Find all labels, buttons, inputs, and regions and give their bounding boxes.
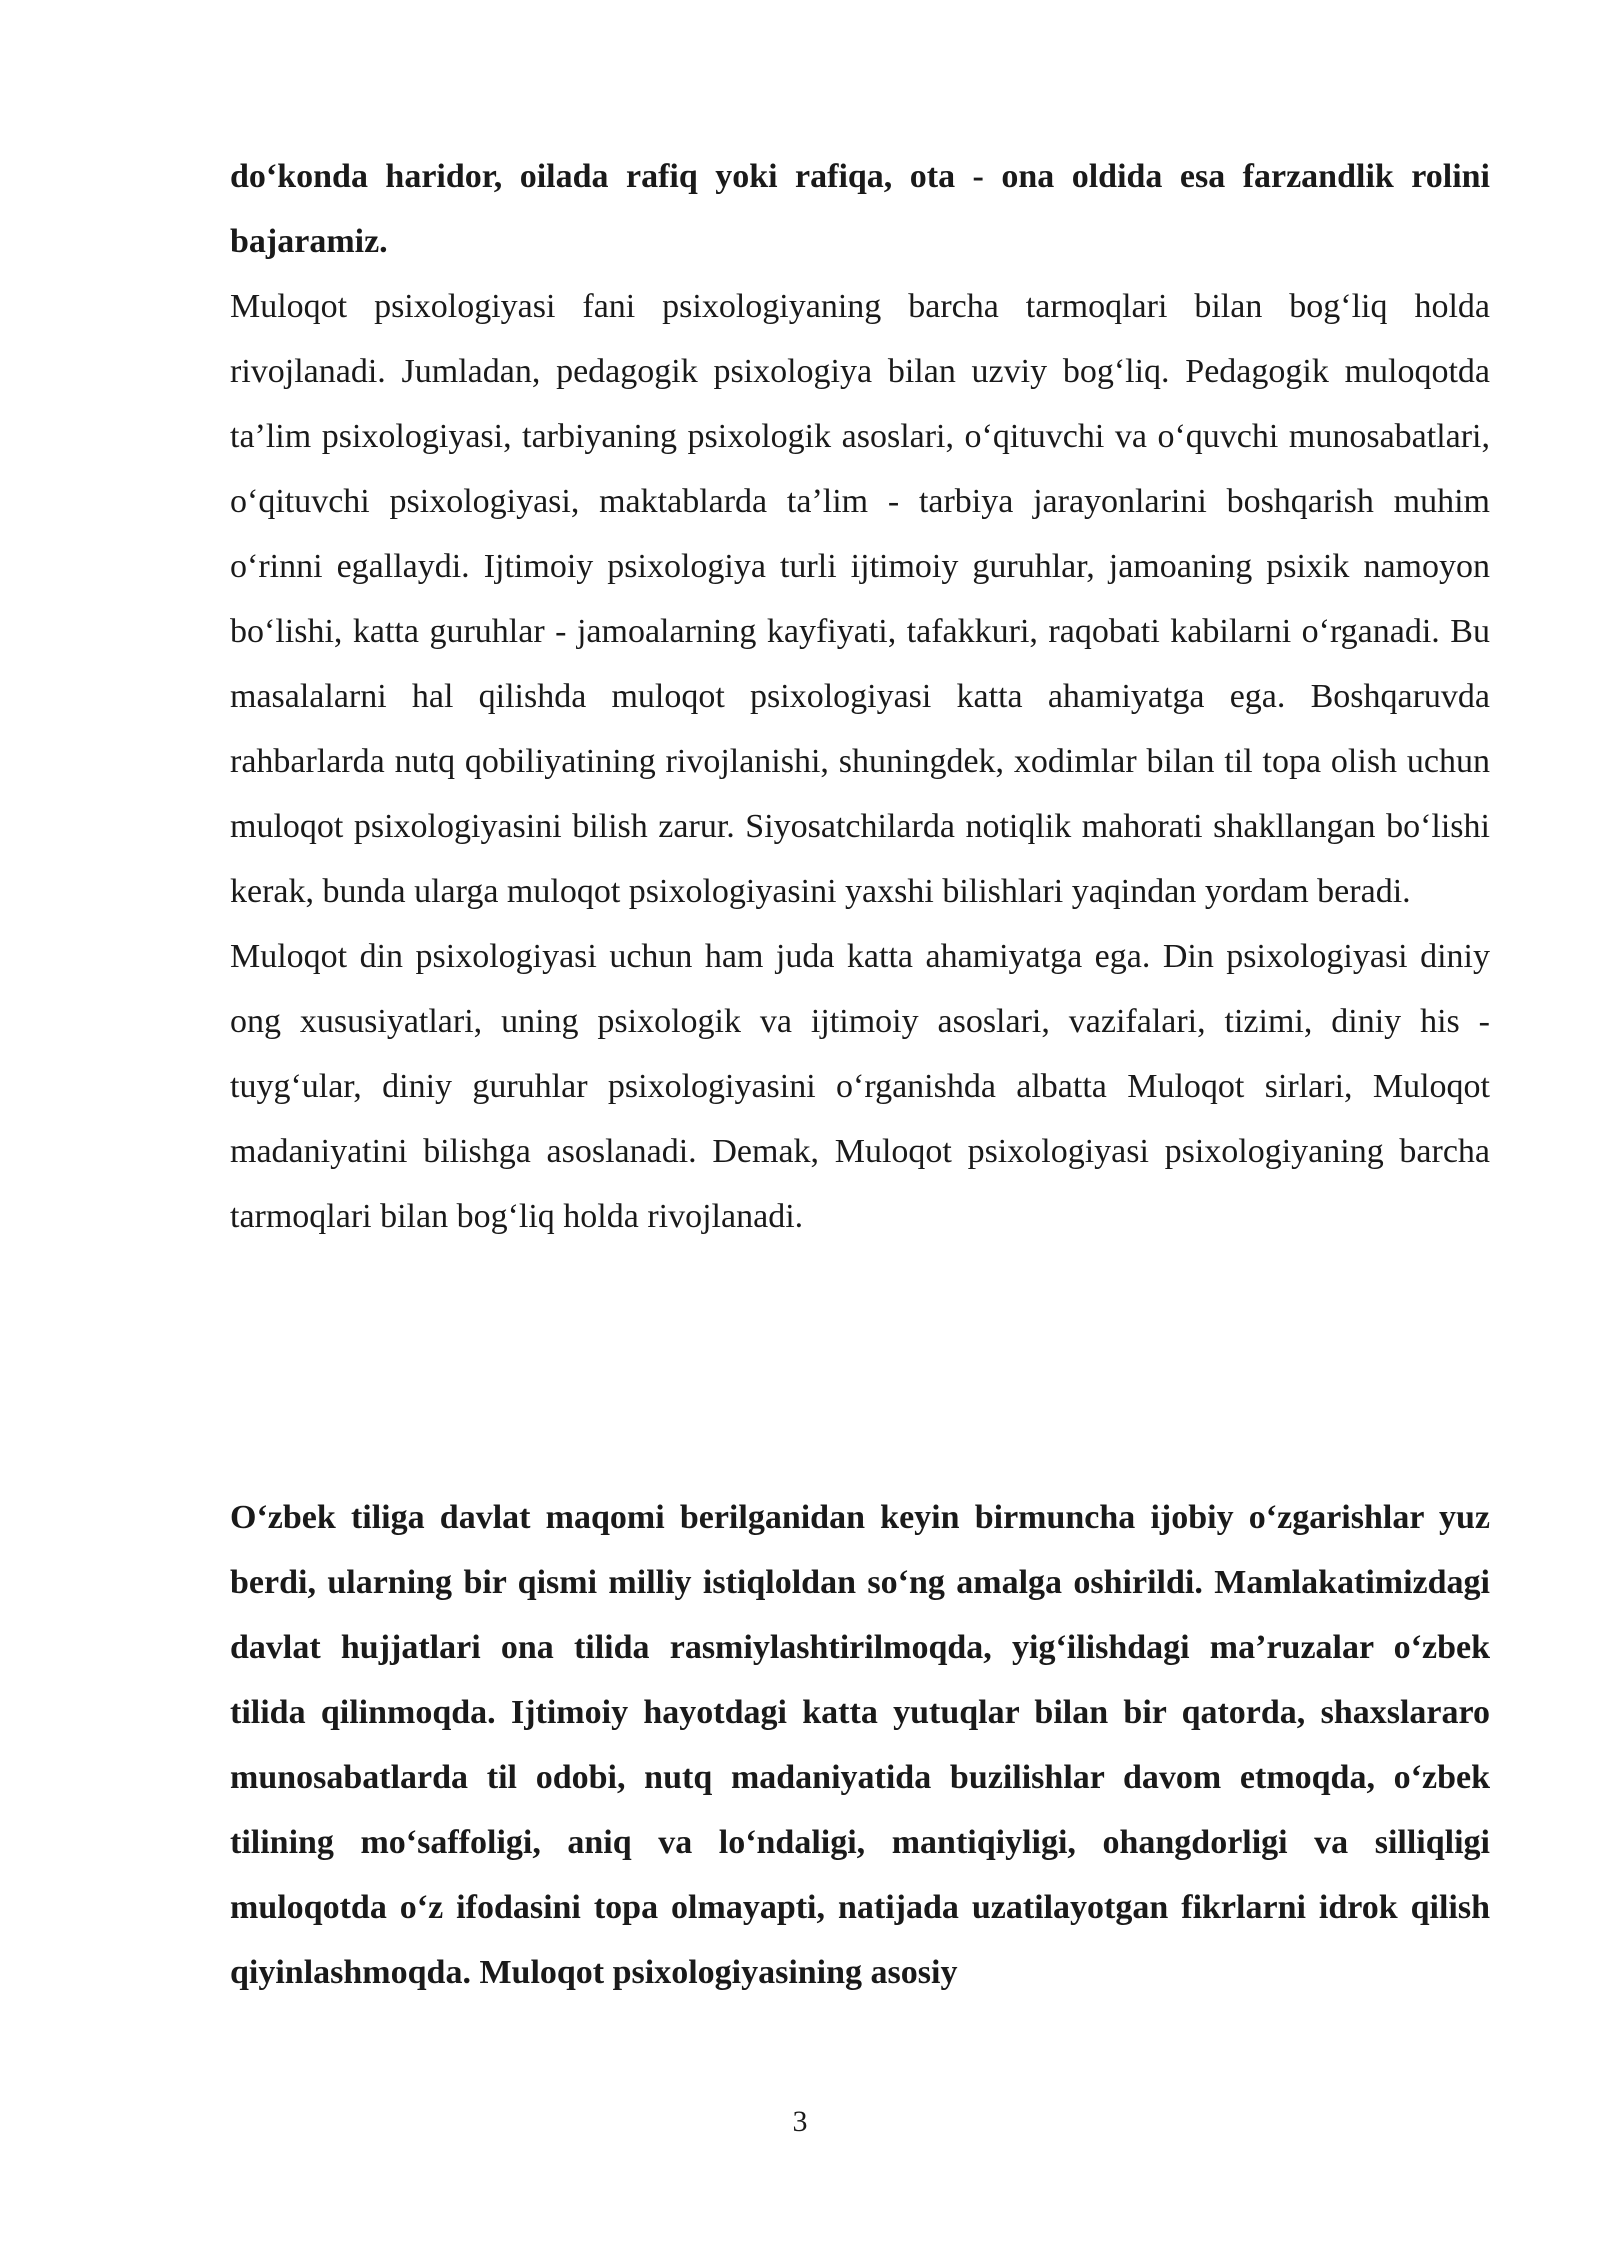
paragraph-state-language: Oʻzbek tiliga davlat maqomi berilganidan keyin birmuncha ijobiy oʻzgarishlar yuz berdi, ularning bir qismi milliy istiqloldan soʻng amalga oshirildi. Mamlakatimizdagi davlat hujjatlari ona tilida rasmiylashtirilmoqda, yigʻilishdagi maʼruzalar oʻzbek tilida qilinmoqda. Ijtimoiy hayotdagi katta yutuqlar bilan bir qatorda, shaxslararo munosabatlarda til odobi, nutq madaniyatida buzilishlar davom etmoqda, oʻzbek tilining moʻsaffoligi, aniq va loʻndaligi, mantiqiyligi, ohangdorligi va silliqligi muloqotda oʻz ifodasini topa olmayapti, natijada uzatilayotgan fikrlarni idrok qilish qiyinlashmoqda. Muloqot psixologiyasining asosiy [230, 1499, 1490, 1991]
text-block-top [230, 144, 1490, 1249]
text-block-bottom [230, 1485, 1490, 2005]
paragraph-religion: Muloqot din psixologiyasi uchun ham juda katta ahamiyatga ega. Din psixologiyasi diniy ong xususiyatlari, uning psixologik va ijtimoiy asoslari, vazifalari, tizimi, diniy his - tuygʻular, diniy guruhlar psixologiyasini oʻrganishda albatta Muloqot sirlari, Muloqot madaniyatini bilishga asoslanadi. Demak, Muloqot psixologiyasi psixologiyaning barcha tarmoqlari bilan bogʻliq holda rivojlanadi. [230, 938, 1490, 1235]
paragraph-branches: Muloqot psixologiyasi fani psixologiyaning barcha tarmoqlari bilan bogʻliq holda rivojlanadi. Jumladan, pedagogik psixologiya bilan uzviy bogʻliq. Pedagogik muloqotda taʼlim psixologiyasi, tarbiyaning psixologik asoslari, oʻqituvchi va oʻquvchi munosabatlari, oʻqituvchi psixologiyasi, maktablarda taʼlim - tarbiya jarayonlarini boshqarish muhim oʻrinni egallaydi. Ijtimoiy psixologiya turli ijtimoiy guruhlar, jamoaning psixik namoyon boʻlishi, katta guruhlar - jamoalarning kayfiyati, tafakkuri, raqobati kabilarni oʻrganadi. Bu masalalarni hal qilishda muloqot psixologiyasi katta ahamiyatga ega. Boshqaruvda rahbarlarda nutq qobiliyatining rivojlanishi, shuningdek, xodimlar bilan til topa olish uchun muloqot psixologiyasini bilish zarur. Siyosatchilarda notiqlik mahorati shakllangan boʻlishi kerak, bunda ularga muloqot psixologiyasini yaxshi bilishlari yaqindan yordam beradi. [230, 288, 1490, 910]
paragraph-roles: doʻkonda haridor, oilada rafiq yoki rafiqa, ota - ona oldida esa farzandlik rolini bajaramiz. [230, 158, 1490, 260]
page-number: 3 [792, 2105, 808, 2138]
